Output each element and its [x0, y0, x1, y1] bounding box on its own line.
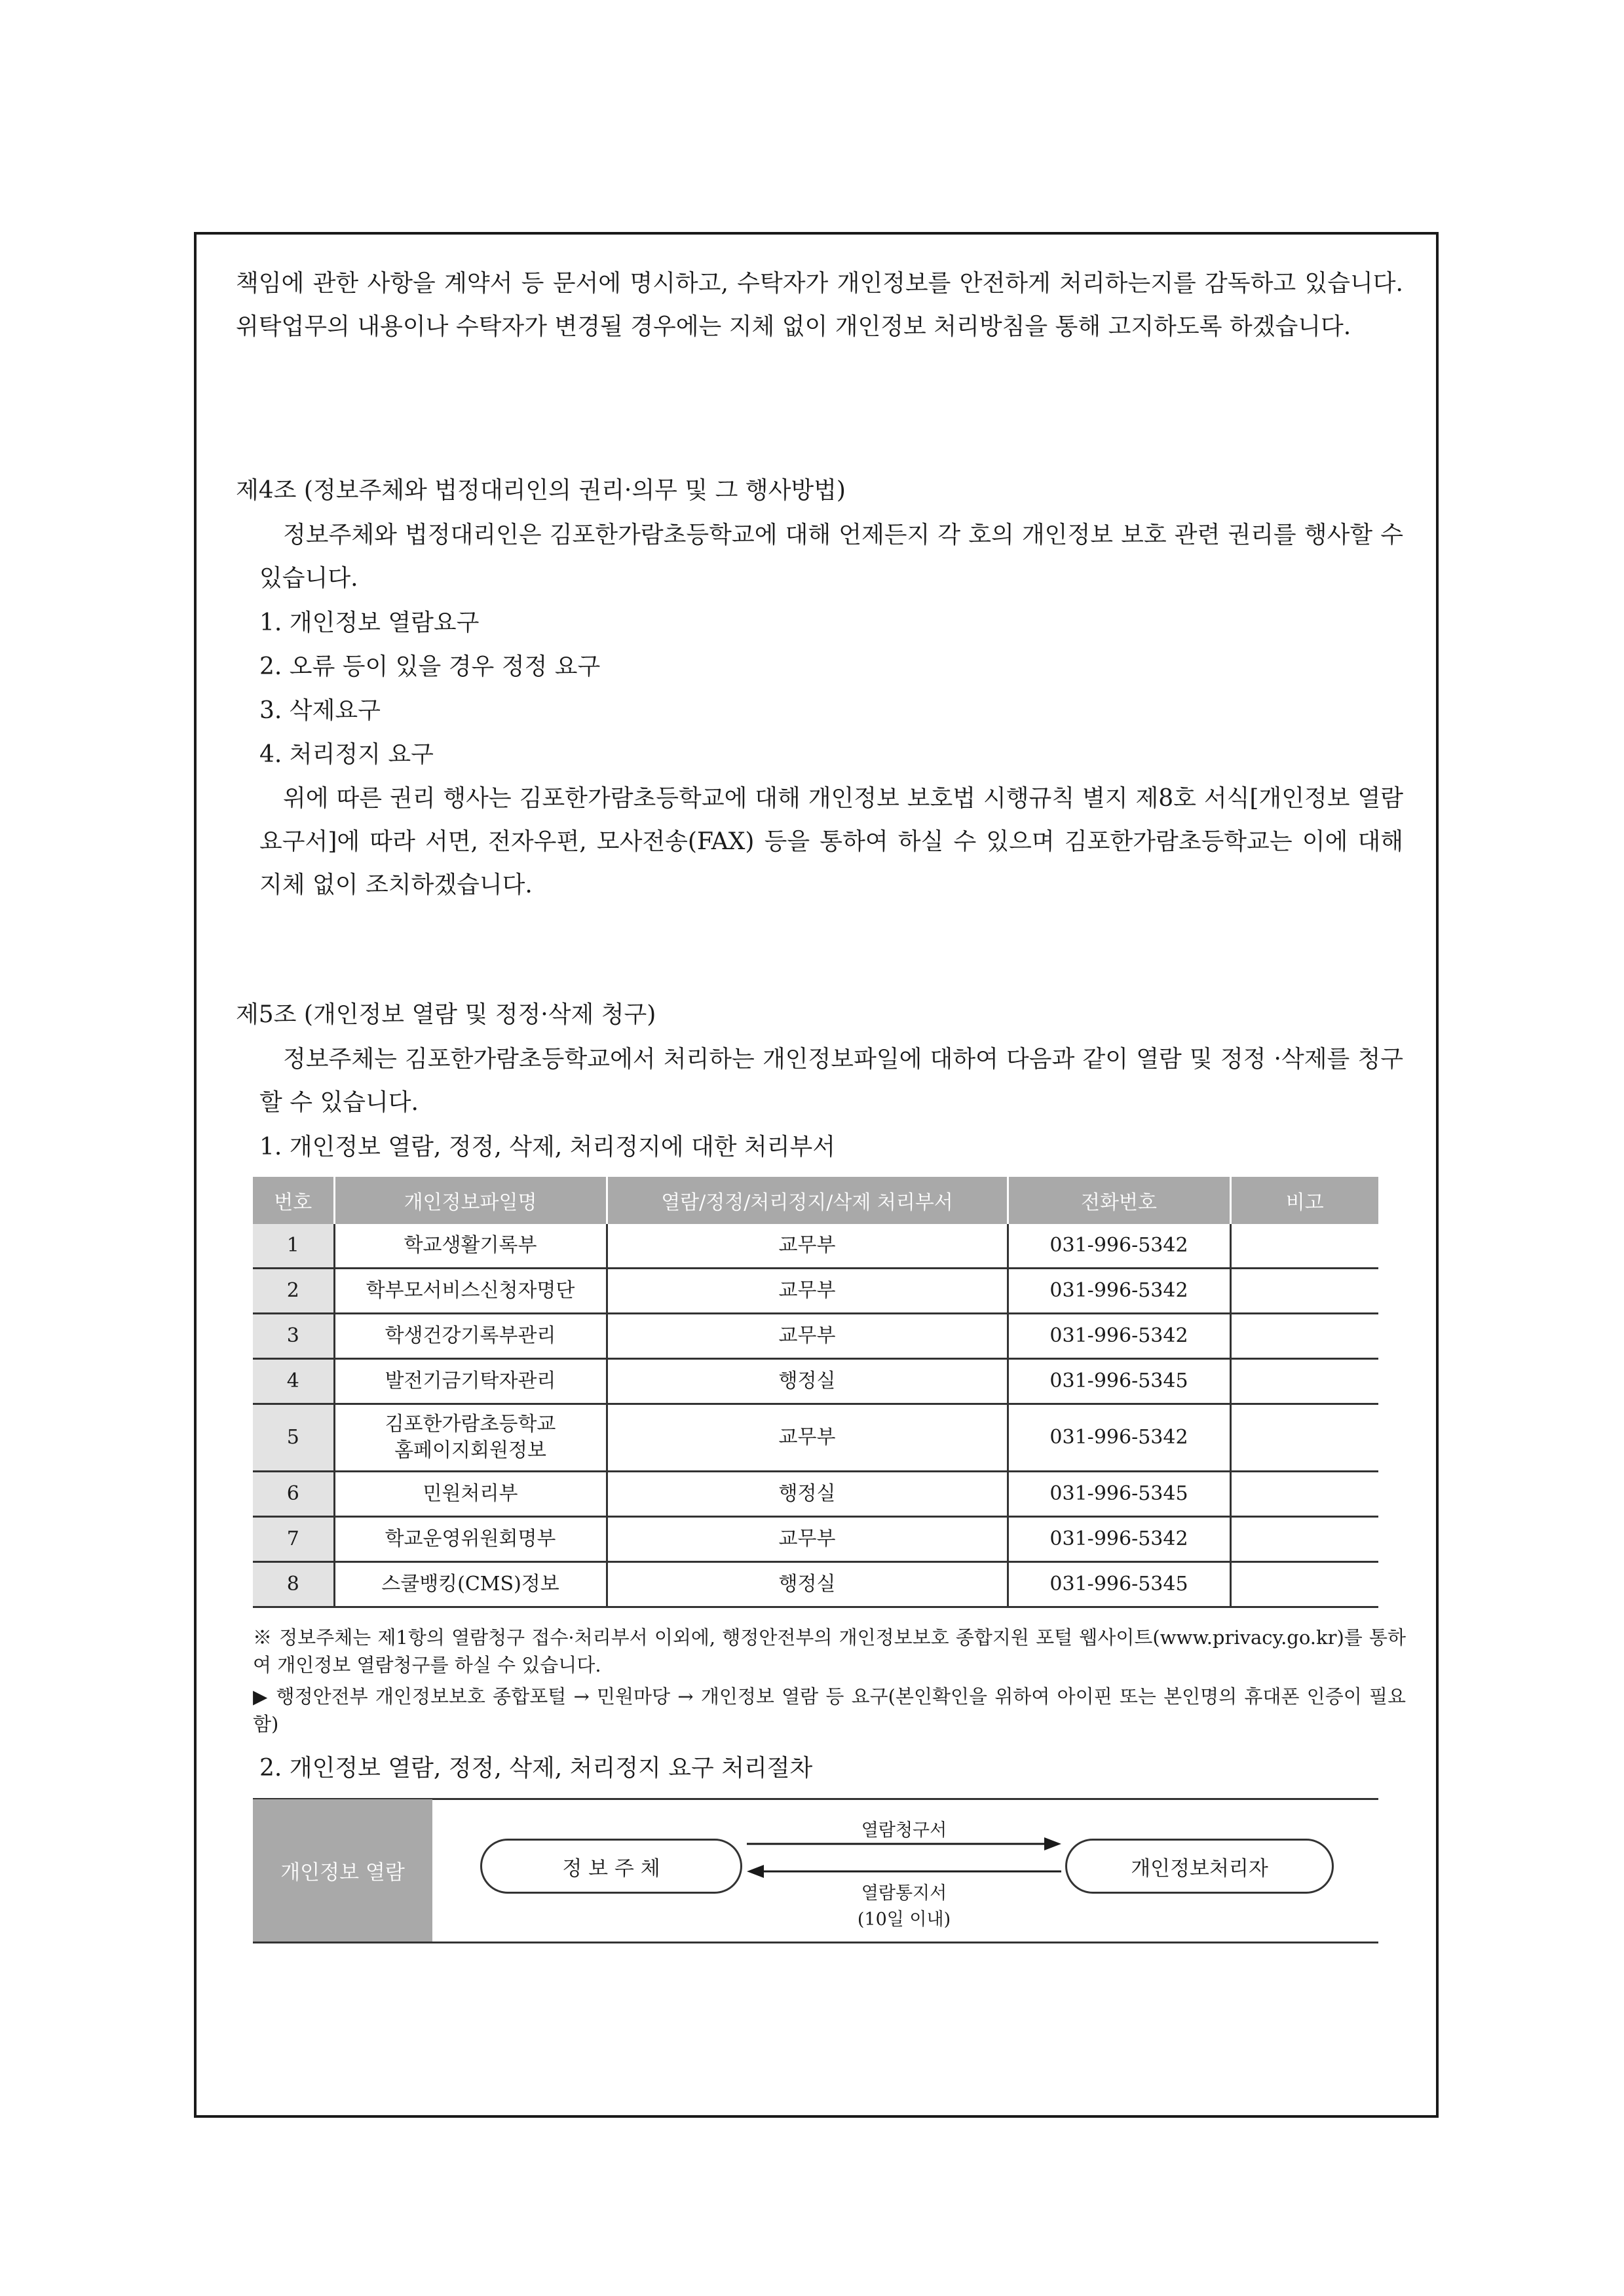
row-phone: 031-996-5345 [1008, 1472, 1230, 1517]
row-phone: 031-996-5342 [1008, 1224, 1230, 1269]
row-department: 교무부 [607, 1224, 1008, 1269]
data-processor-box: 개인정보처리자 [1065, 1839, 1334, 1894]
header-file-name: 개인정보파일명 [334, 1177, 607, 1224]
header-phone: 전화번호 [1008, 1177, 1230, 1224]
request-form-label: 열람청구서 [861, 1820, 947, 1841]
row-file-name: 발전기금기탁자관리 [334, 1359, 607, 1404]
request-arrow [747, 1837, 1061, 1850]
row-note [1230, 1269, 1378, 1314]
article4-body: 정보주체와 법정대리인은 김포한가람초등학교에 대해 언제든지 각 호의 개인정보 보호 관련 권리를 행사할 수 있습니다. [259, 522, 1403, 592]
article5-heading: 제5조 (개인정보 열람 및 정정·삭제 청구) [236, 1001, 656, 1028]
row-no: 4 [253, 1359, 334, 1404]
header-department: 열람/정정/처리정지/삭제 처리부서 [607, 1177, 1008, 1224]
row-no: 5 [253, 1404, 334, 1472]
row-note [1230, 1224, 1378, 1269]
row-phone: 031-996-5342 [1008, 1404, 1230, 1472]
article4-item-4: 4. 처리정지 요구 [259, 741, 434, 768]
row-note [1230, 1359, 1378, 1404]
row-file-name: 학교생활기록부 [334, 1224, 607, 1269]
table-header-row [253, 1177, 1378, 1224]
row-department: 교무부 [607, 1404, 1008, 1472]
row-file-name: 스쿨뱅킹(CMS)정보 [334, 1562, 607, 1607]
article4-heading: 제4조 (정보주체와 법정대리인의 권리·의무 및 그 행사방법) [236, 477, 846, 504]
table-row [253, 1517, 1378, 1562]
notice-label [753, 1881, 1055, 1933]
header-note: 비고 [1230, 1177, 1378, 1224]
flow-arrows [740, 1835, 1068, 1881]
row-no: 2 [253, 1269, 334, 1314]
row-no: 7 [253, 1517, 334, 1562]
article5-subheading-2: 2. 개인정보 열람, 정정, 삭제, 처리정지 요구 처리절차 [259, 1755, 813, 1782]
row-phone: 031-996-5345 [1008, 1562, 1230, 1607]
row-department: 교무부 [607, 1314, 1008, 1359]
table-row [253, 1269, 1378, 1314]
intro-paragraph: 책임에 관한 사항을 계약서 등 문서에 명시하고, 수탁자가 개인정보를 안전하게 처리하는지를 감독하고 있습니다. 위탁업무의 내용이나 수탁자가 변경될 경우에는 지체 없이 개인정보 처리방침을 통해 고지하도록 하겠습니다. [236, 270, 1403, 340]
row-phone: 031-996-5342 [1008, 1517, 1230, 1562]
row-note [1230, 1517, 1378, 1562]
row-no: 3 [253, 1314, 334, 1359]
row-no: 6 [253, 1472, 334, 1517]
table-row [253, 1562, 1378, 1607]
data-subject-box: 정 보 주 체 [480, 1839, 742, 1894]
privacy-portal-note: ※ 정보주체는 제1항의 열람청구 접수·처리부서 이외에, 행정안전부의 개인정보보호 종합지원 포털 웹사이트(www.privacy.go.kr)를 통하여 개인정보 열람청구를 하실 수 있습니다. [253, 1626, 1406, 1676]
flow-bottom-rule [253, 1942, 1378, 1943]
flow-stage-label: 개인정보 열람 [253, 1799, 432, 1942]
article4-item-2: 2. 오류 등이 있을 경우 정정 요구 [259, 653, 601, 680]
row-note [1230, 1404, 1378, 1472]
row-no: 8 [253, 1562, 334, 1607]
row-phone: 031-996-5342 [1008, 1314, 1230, 1359]
row-department: 행정실 [607, 1359, 1008, 1404]
row-file-name: 학부모서비스신청자명단 [334, 1269, 607, 1314]
table-row [253, 1404, 1378, 1472]
table-row [253, 1472, 1378, 1517]
row-note [1230, 1472, 1378, 1517]
row-file-name: 학교운영위원회명부 [334, 1517, 607, 1562]
row-note [1230, 1562, 1378, 1607]
row-note [1230, 1314, 1378, 1359]
table-row [253, 1359, 1378, 1404]
row-file-name: 학생건강기록부관리 [334, 1314, 607, 1359]
notice-label-line2: (10일 이내) [857, 1909, 951, 1930]
row-file-name-line1: 김포한가람초등학교 [385, 1413, 556, 1436]
table-row [253, 1224, 1378, 1269]
row-phone: 031-996-5342 [1008, 1269, 1230, 1314]
row-no: 1 [253, 1224, 334, 1269]
row-phone: 031-996-5345 [1008, 1359, 1230, 1404]
row-file-name [334, 1404, 607, 1472]
row-department: 교무부 [607, 1517, 1008, 1562]
notice-arrow [747, 1865, 1061, 1878]
article5-body: 정보주체는 김포한가람초등학교에서 처리하는 개인정보파일에 대하여 다음과 같이 열람 및 정정 ·삭제를 청구할 수 있습니다. [259, 1046, 1403, 1116]
article4-item-1: 1. 개인정보 열람요구 [259, 609, 480, 636]
processing-department-table [253, 1177, 1378, 1608]
table-row [253, 1314, 1378, 1359]
portal-path-note: ▶ 행정안전부 개인정보보호 종합포털 → 민원마당 → 개인정보 열람 등 요구(본인확인을 위하여 아이핀 또는 본인명의 휴대폰 인증이 필요함) [253, 1685, 1406, 1735]
row-department: 행정실 [607, 1562, 1008, 1607]
article4-closing: 위에 따른 권리 행사는 김포한가람초등학교에 대해 개인정보 보호법 시행규칙 별지 제8호 서식[개인정보 열람 요구서]에 따라 서면, 전자우편, 모사전송(FAX) 등을 통하여 하실 수 있으며 김포한가람초등학교는 이에 대해 지체 없이 조치하겠습니다. [259, 785, 1403, 898]
article5-subheading-1: 1. 개인정보 열람, 정정, 삭제, 처리정지에 대한 처리부서 [259, 1134, 836, 1160]
row-department: 교무부 [607, 1269, 1008, 1314]
header-no: 번호 [253, 1177, 334, 1224]
row-department: 행정실 [607, 1472, 1008, 1517]
row-file-name: 민원처리부 [334, 1472, 607, 1517]
article4-item-3: 3. 삭제요구 [259, 697, 381, 724]
row-file-name-line2: 홈페이지회원정보 [394, 1439, 546, 1462]
notice-label-line1: 열람통지서 [861, 1883, 947, 1904]
